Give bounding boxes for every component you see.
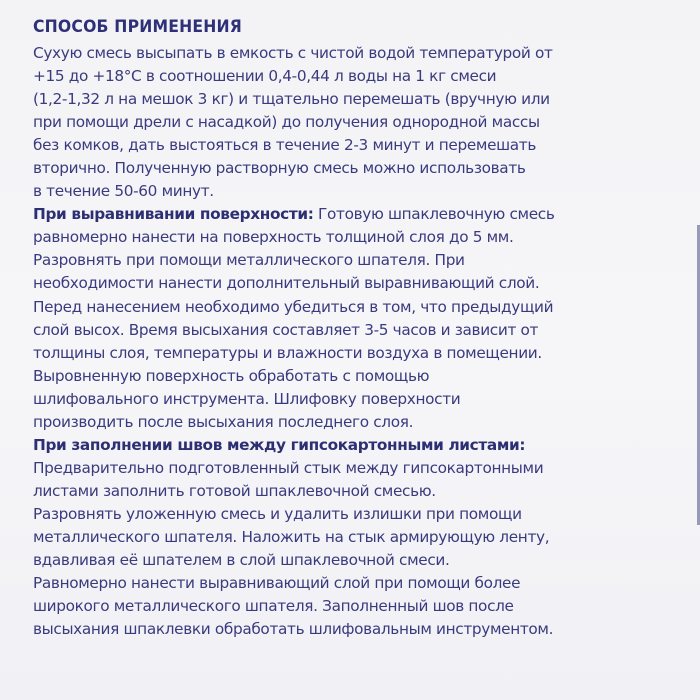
- section-joints: [33, 434, 693, 641]
- text-line: Предварительно подготовленный стык между гипсокартонными: [33, 458, 544, 477]
- text-line: Сухую смесь высыпать в емкость с чистой водой температурой от: [33, 44, 553, 62]
- section-leveling: [33, 203, 693, 433]
- page-title: СПОСОБ ПРИМЕНЕНИЯ: [33, 17, 243, 37]
- section-first-line: [33, 203, 693, 226]
- text-line: равномерно нанести на поверхность толщиной слоя до 5 мм.: [33, 228, 514, 247]
- text-line: шлифовального инструмента. Шлифовку поверхности: [33, 389, 461, 408]
- section-heading-leveling: При выравнивании поверхности:: [33, 205, 314, 224]
- text-line: (1,2-1,32 л на мешок 3 кг) и тщательно перемешать (вручную или: [33, 90, 550, 109]
- text-line: толщины слоя, температуры и влажности воздуха в помещении.: [33, 343, 542, 362]
- text-line: в течение 50-60 минут.: [33, 182, 214, 201]
- text-line: листами заполнить готовой шпаклевочной смесью.: [33, 481, 436, 500]
- text-line: при помощи дрели с насадкой) до получения однородной массы: [33, 113, 540, 132]
- section-heading-joints: При заполнении швов между гипсокартонными листами:: [33, 435, 526, 454]
- text-line: широкого металлического шпателя. Заполненный шов после: [33, 597, 514, 616]
- text-line: Разровнять уложенную смесь и удалить излишки при помощи: [33, 504, 522, 523]
- text-fragment: Готовую шпаклевочную смесь: [313, 205, 555, 224]
- text-line: +15 до +18°С в соотношении 0,4-0,44 л воды на 1 кг смеси: [33, 67, 497, 86]
- text-line: необходимости нанести дополнительный выравнивающий слой.: [33, 274, 540, 293]
- text-line: слой высох. Время высыхания составляет 3-5 часов и зависит от: [33, 320, 539, 339]
- text-line: без комков, дать выстояться в течение 2-3 минут и перемешать: [33, 136, 537, 155]
- text-line: Перед нанесением необходимо убедиться в том, что предыдущий: [33, 297, 554, 316]
- section-intro: [33, 42, 693, 203]
- text-line: высыхания шпаклевки обработать шлифовальным инструментом.: [33, 620, 554, 639]
- instructions-block: [33, 14, 693, 641]
- text-line: Равномерно нанести выравнивающий слой при помощи более: [33, 574, 521, 593]
- text-line: вторично. Полученную растворную смесь можно использовать: [33, 159, 526, 178]
- text-line: Разровнять при помощи металлического шпателя. При: [33, 251, 465, 270]
- text-line: металлического шпателя. Наложить на стык армирующую ленту,: [33, 527, 550, 546]
- text-line: Выровненную поверхность обработать с помощью: [33, 366, 430, 385]
- text-line: производить после высыхания последнего слоя.: [33, 412, 414, 431]
- text-line: вдавливая её шпателем в слой шпаклевочной смеси.: [33, 551, 450, 570]
